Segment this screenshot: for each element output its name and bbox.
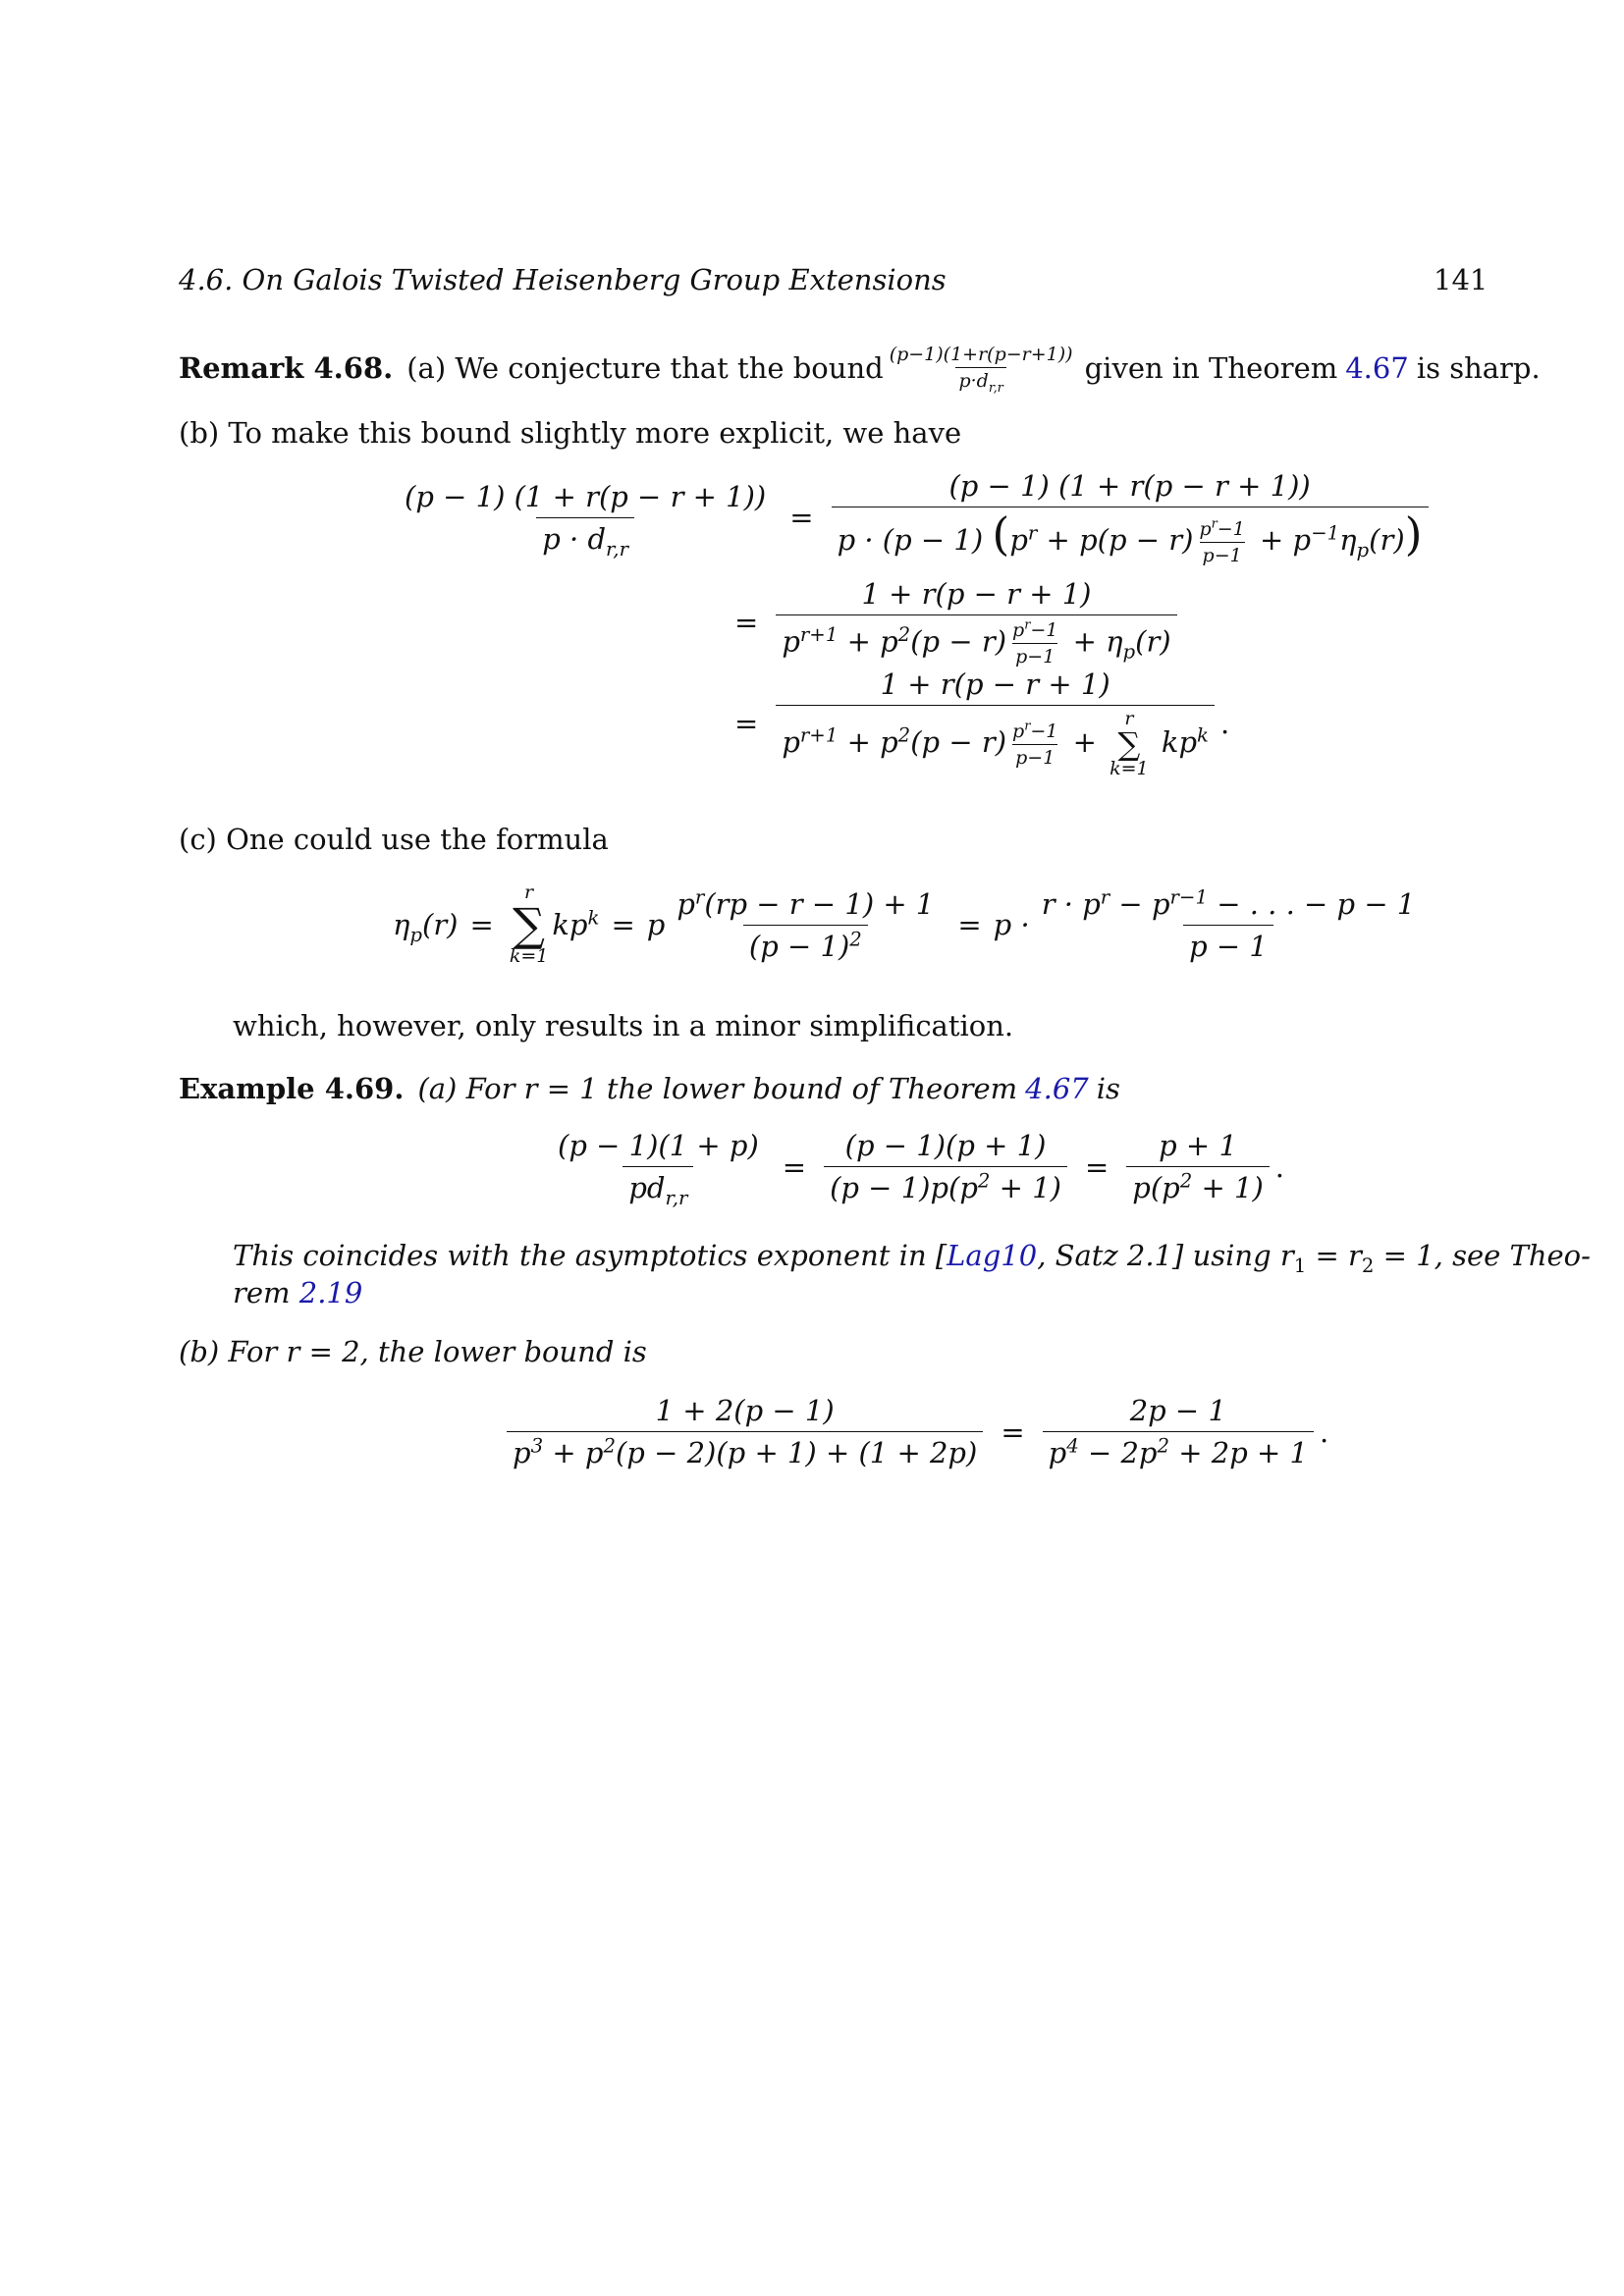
running-title: 4.6. On Galois Twisted Heisenberg Group Extensions [179, 263, 947, 296]
example-part-a [179, 1072, 1120, 1105]
equation-b-line2: = 1 + r(p − r + 1) $p^{r+1} + p^2(p - r)$ $\frac{p^r-1}{p-1}$ + $\eta_p(r)$ [723, 577, 1183, 667]
coincide-line-2: rem 2.19 [233, 1276, 363, 1309]
remark-part-c: (c) One could use the formula [179, 823, 609, 856]
remark-a-prefix: (a) We conjecture that the bound [406, 350, 884, 385]
remark-a-suffix: is sharp. [1416, 350, 1541, 385]
theorem-ref-link-2[interactable]: 4.67 [1025, 1072, 1089, 1105]
remark-label: Remark 4.68. [179, 350, 394, 385]
remark-a-mid: given in Theorem [1084, 350, 1338, 385]
equation-b-line1: $\frac{(p - 1) (1 + r(p - r + 1))}{p \cdot d_{r,r}}$ = (p − 1) (1 + r(p − r + 1)) p · (p − 1) ($p^r + p(p - r)$ $\frac{p^r-1}{p-1}$ + $p^{-1}\eta_p(r)$) [393, 469, 1435, 566]
example-label: Example 4.69. [179, 1072, 405, 1105]
theorem-ref-link-3[interactable]: 2.19 [298, 1276, 363, 1309]
equation-example-a: $\frac{(p - 1)(1 + p)}{pd_{r,r}}$ = $\frac{(p - 1)(p + 1)}{(p - 1)p(p^2 + 1)}$ = $\frac{p + 1}{p(p^2 + 1)}$ . [558, 1129, 1284, 1209]
remark-part-a [179, 344, 1541, 396]
remark-part-b: (b) To make this bound slightly more explicit, we have [179, 416, 962, 450]
example-part-b: (b) For r = 2, the lower bound is [179, 1335, 647, 1368]
equation-c: $\eta_p(r)$ = r ∑ k=1 $kp^k$ = p $\frac{p^r(rp - r - 1) + 1}{(p - 1)^2}$ = p · $\frac{r \cdot p^r - p^{r-1} - . . . - p - 1}{p - 1}$ [393, 881, 1416, 967]
inline-bound-fraction: $\frac{(p-1)(1+r(p-r+1))}{p\cdot d_{r,r}}$ [889, 344, 1073, 396]
equation-example-b: $\frac{1 + 2(p - 1)}{p^3 + p^2(p - 2)(p + 1) + (1 + 2p)}$ = $\frac{2p - 1}{p^4 - 2p^2 + 2p + 1}$ . [501, 1394, 1328, 1469]
remark-c-after: which, however, only results in a minor simplification. [233, 1009, 1014, 1042]
citation-link[interactable]: Lag10 [947, 1239, 1038, 1272]
example-a-suffix: is [1096, 1072, 1120, 1105]
page-number: 141 [1434, 263, 1489, 296]
coincide-line-1: This coincides with the asymptotics exponent in [Lag10, Satz 2.1] using $r_1 = r_2 = 1$, see Theo- [233, 1239, 1591, 1277]
theorem-ref-link[interactable]: 4.67 [1345, 350, 1409, 385]
equation-b-line3: = 1 + r(p − r + 1) $p^{r+1} + p^2(p - r)$ $\frac{p^r-1}{p-1}$ + r ∑ k=1 $kp^k$ . [734, 667, 1230, 779]
example-a-prefix: (a) For r = 1 the lower bound of Theorem [417, 1072, 1018, 1105]
